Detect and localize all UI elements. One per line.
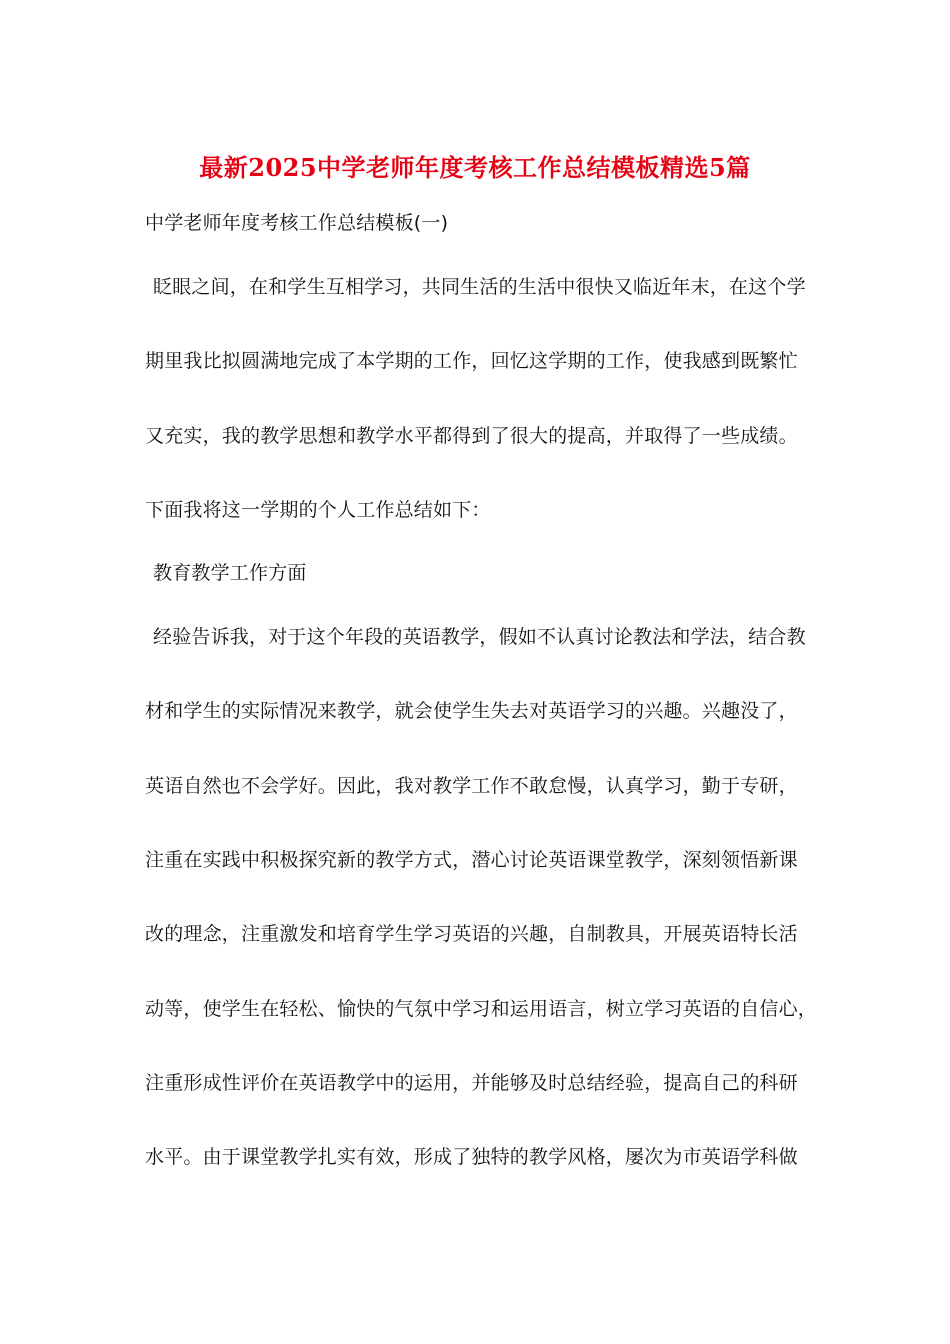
- paragraph-line: 动等，使学生在轻松、愉快的气氛中学习和运用语言，树立学习英语的自信心，: [145, 998, 818, 1020]
- paragraph-line: 改的理念，注重激发和培育学生学习英语的兴趣，自制教具，开展英语特长活: [145, 923, 798, 945]
- paragraph-line: 下面我将这一学期的个人工作总结如下：: [145, 499, 491, 521]
- subheading: 教育教学工作方面: [153, 562, 307, 584]
- paragraph-line: 英语自然也不会学好。因此，我对教学工作不敢怠慢，认真学习，勤于专研，: [145, 775, 798, 797]
- paragraph-line: 材和学生的实际情况来教学，就会使学生失去对英语学习的兴趣。兴趣没了，: [145, 700, 798, 722]
- paragraph-line: 注重形成性评价在英语教学中的运用，并能够及时总结经验，提高自己的科研: [145, 1072, 798, 1094]
- paragraph-line: 水平。由于课堂教学扎实有效，形成了独特的教学风格，屡次为市英语学科做: [145, 1146, 798, 1168]
- paragraph-line: 注重在实践中积极探究新的教学方式，潜心讨论英语课堂教学，深刻领悟新课: [145, 849, 798, 871]
- paragraph-line: 又充实，我的教学思想和教学水平都得到了很大的提高，并取得了一些成绩。: [145, 425, 798, 447]
- document-title: 最新2025中学老师年度考核工作总结模板精选5篇: [199, 153, 751, 182]
- paragraph-line: 眨眼之间，在和学生互相学习，共同生活的生活中很快又临近年末，在这个学: [153, 276, 806, 298]
- paragraph-line: 经验告诉我，对于这个年段的英语教学，假如不认真讨论教法和学法，结合教: [153, 626, 806, 648]
- section-heading: 中学老师年度考核工作总结模板(一): [145, 212, 449, 234]
- paragraph-line: 期里我比拟圆满地完成了本学期的工作，回忆这学期的工作，使我感到既繁忙: [145, 350, 798, 372]
